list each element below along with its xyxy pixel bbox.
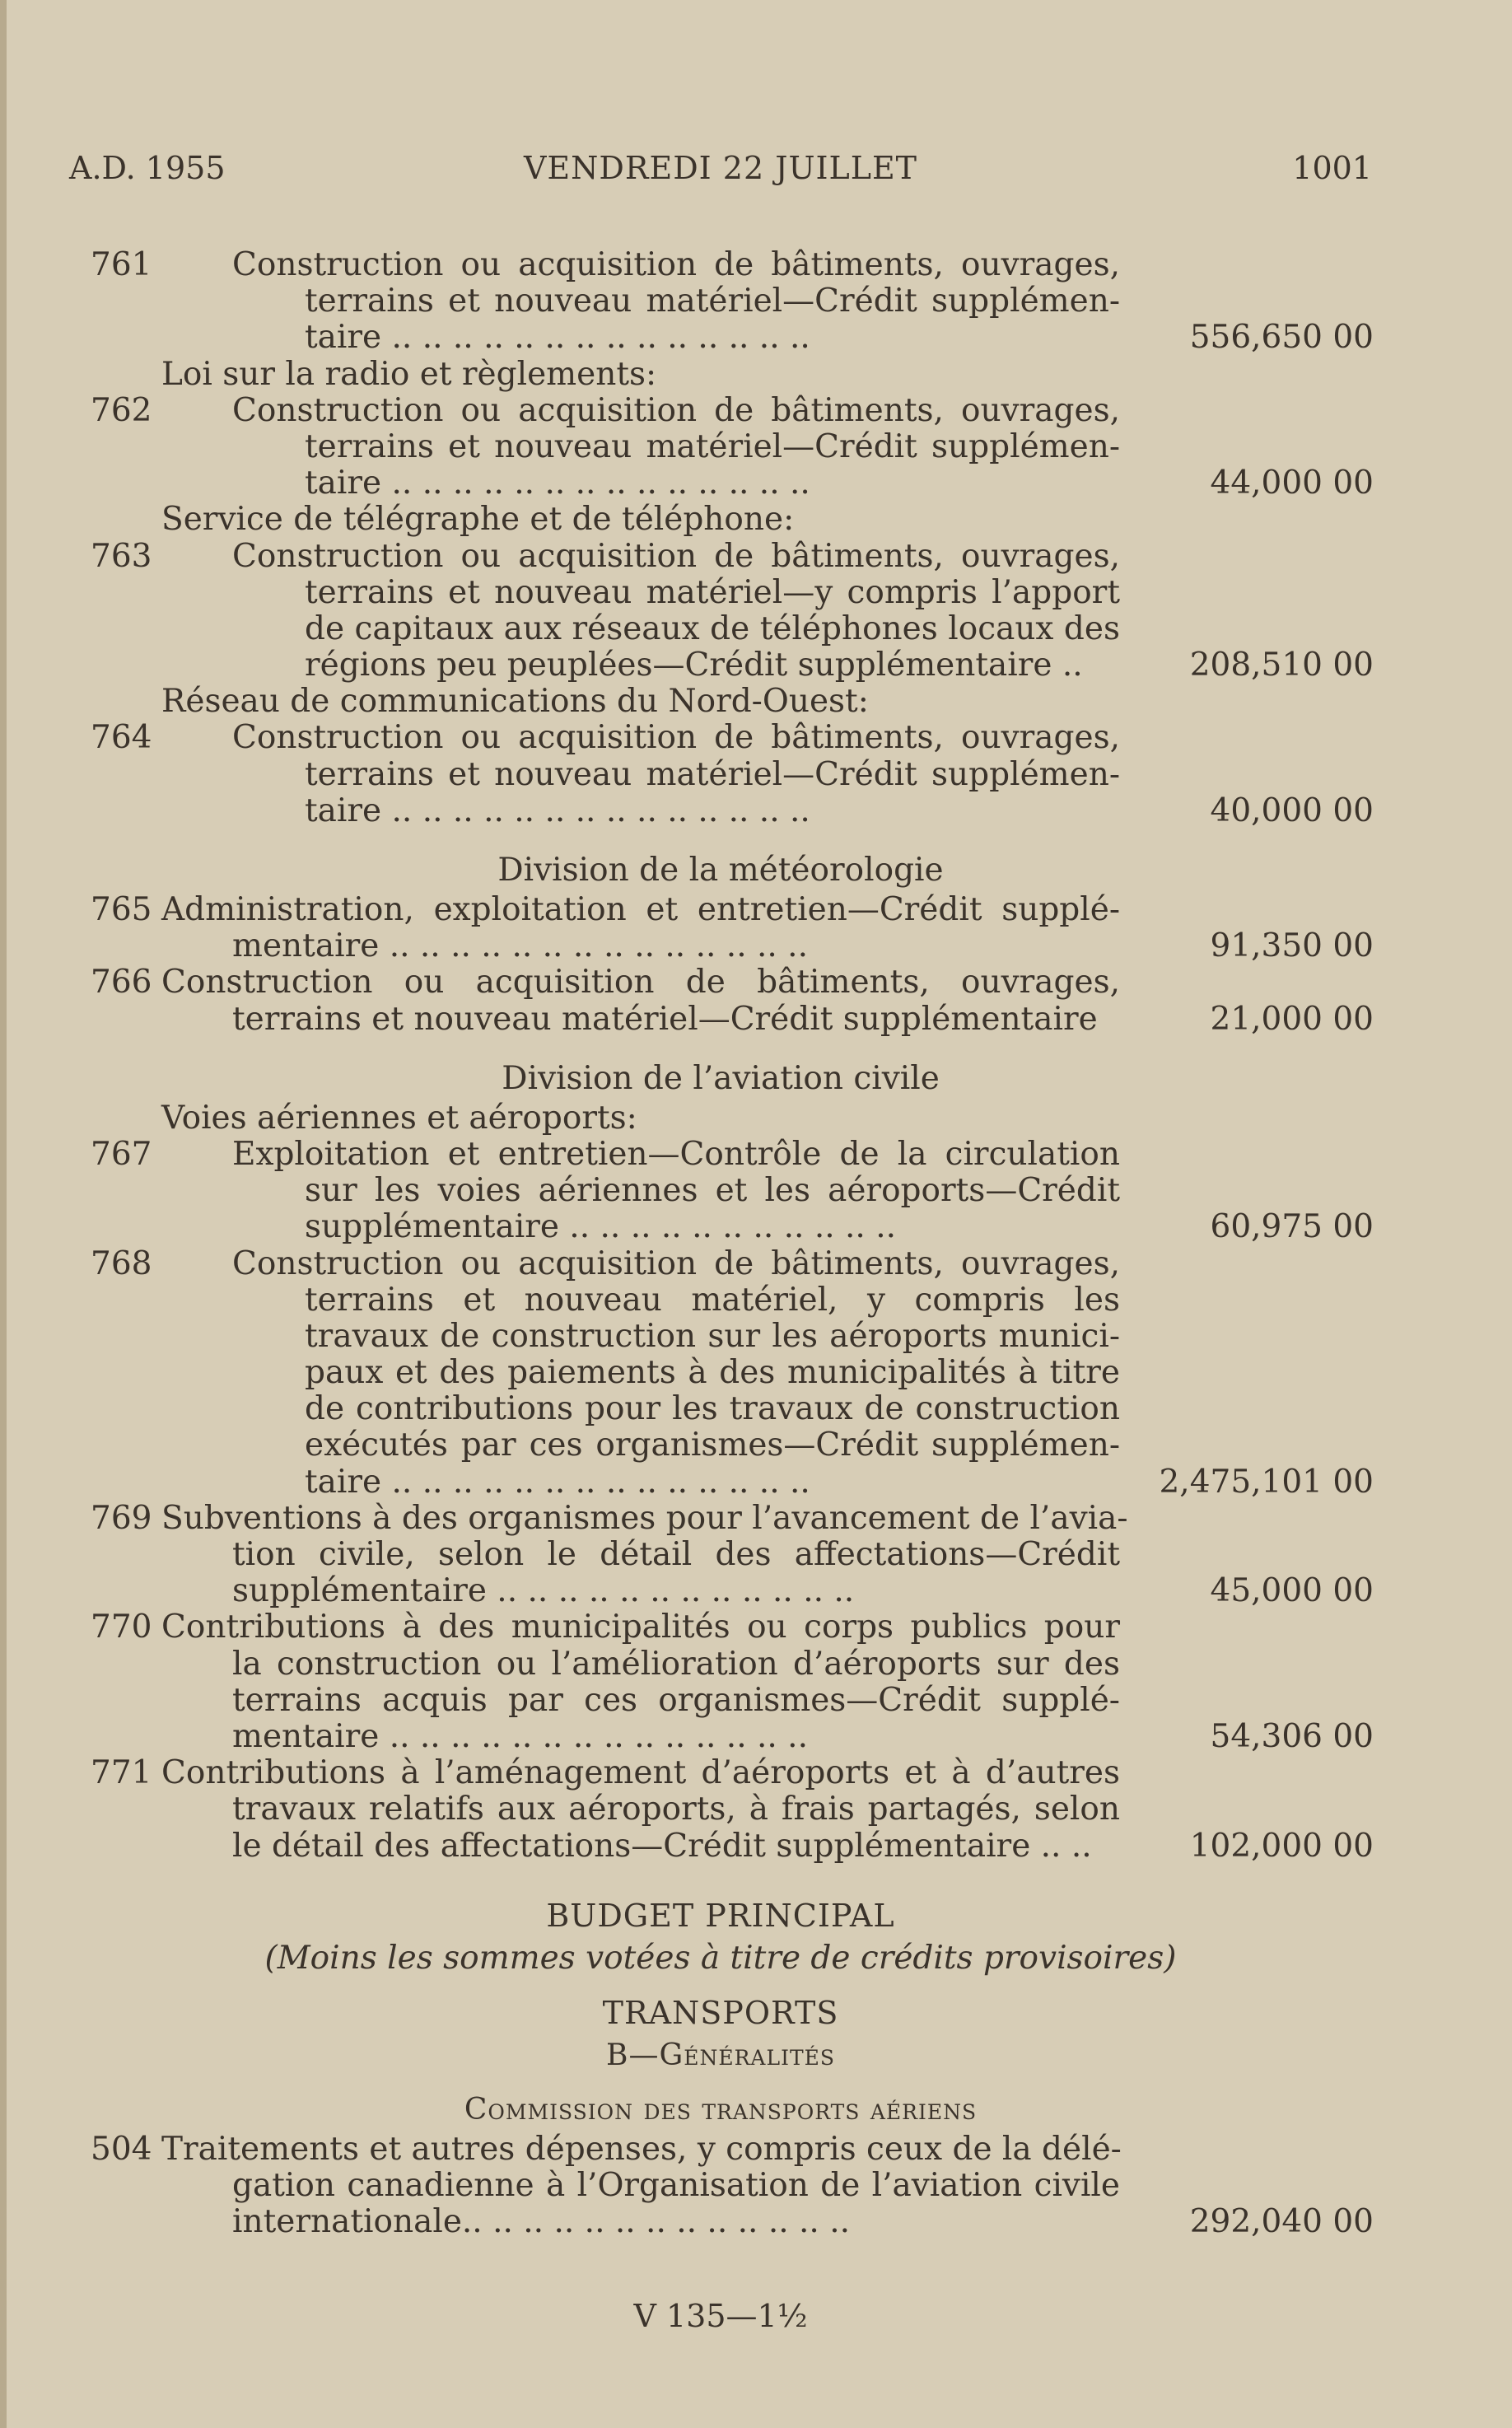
vote-text: régions peu peuplées—Crédit supplémentaire .. [305, 647, 1083, 684]
vote-line [0, 1319, 1512, 1355]
vote-text: Construction ou acquisition de bâtiments, ouvrages, [232, 391, 1120, 429]
vote-line [0, 502, 1512, 538]
vote-text: sur les voies aériennes et les aéroports—Crédit [305, 1172, 1120, 1210]
vote-text: terrains et nouveau matériel—Crédit supplémen- [305, 282, 1120, 320]
vote-text: Construction ou acquisition de bâtiments, ouvrages, [232, 719, 1120, 757]
vote-text: le détail des affectations—Crédit supplémentaire .. .. [232, 1827, 1092, 1865]
vote-text: terrains et nouveau matériel, y compris les [305, 1281, 1120, 1319]
vote-text: de contributions pour les travaux de construction [305, 1390, 1120, 1428]
header-year: A.D. 1955 [69, 150, 226, 186]
vote-number: 768 [91, 1244, 152, 1282]
vote-number: 763 [91, 537, 152, 575]
vote-amount: 292,040 00 [1189, 2203, 1374, 2241]
ministry-heading: TRANSPORTS [602, 1994, 839, 2031]
vote-amount: 40,000 00 [1210, 791, 1374, 829]
vote-amount: 44,000 00 [1210, 465, 1374, 502]
vote-number: 767 [91, 1135, 152, 1173]
vote-number: 504 [91, 2130, 152, 2168]
vote-amount: 2,475,101 00 [1159, 1463, 1374, 1501]
vote-amount: 91,350 00 [1210, 927, 1374, 965]
vote-text: taire .. .. .. .. .. .. .. .. .. .. .. .. .. .. [305, 1463, 810, 1501]
vote-text: terrains et nouveau matériel—Crédit supplémen- [305, 427, 1120, 465]
vote-line [0, 393, 1512, 429]
subsection-heading: Commission des transports aériens [464, 2092, 978, 2127]
vote-line [0, 1002, 1512, 1038]
division-heading: Division de l’aviation civile [502, 1059, 940, 1097]
vote-text: taire .. .. .. .. .. .. .. .. .. .. .. .. .. .. [305, 465, 810, 502]
vote-line [0, 1791, 1512, 1828]
vote-amount: 556,650 00 [1189, 319, 1374, 357]
vote-number: 771 [91, 1754, 152, 1792]
vote-amount: 102,000 00 [1189, 1827, 1374, 1865]
vote-line [0, 1609, 1512, 1646]
vote-text: gation canadienne à l’Organisation de l’aviation civile [232, 2166, 1120, 2204]
vote-line [0, 892, 1512, 928]
budget-title: BUDGET PRINCIPAL [546, 1897, 895, 1934]
vote-line [0, 1391, 1512, 1427]
vote-line [0, 647, 1512, 684]
vote-line [0, 1100, 1512, 1137]
vote-number: 764 [91, 719, 152, 757]
vote-text: supplémentaire .. .. .. .. .. .. .. .. .. .. .. .. [232, 1572, 855, 1610]
division-heading: Division de la météorologie [497, 852, 944, 889]
vote-text: Traitements et autres dépenses, y compris ceux de la délé- [161, 2130, 1122, 2168]
vote-line [0, 539, 1512, 575]
vote-text: Contributions à des municipalités ou corps publics pour [161, 1609, 1120, 1646]
vote-line [0, 1209, 1512, 1245]
vote-line [0, 611, 1512, 647]
vote-text: Exploitation et entretien—Contrôle de la circulation [232, 1135, 1120, 1173]
vote-line [0, 357, 1512, 393]
vote-line [0, 1246, 1512, 1282]
vote-line [0, 1137, 1512, 1173]
vote-list [0, 247, 1512, 1865]
vote-number: 766 [91, 964, 152, 1002]
vote-line [0, 720, 1512, 756]
vote-line [0, 1355, 1512, 1391]
vote-text: Construction ou acquisition de bâtiments, ouvrages, [232, 246, 1120, 283]
page-number: 1001 [1292, 150, 1372, 186]
section-heading: B—Généralités [606, 2038, 835, 2072]
vote-line [0, 2132, 1512, 2168]
vote-line [0, 964, 1512, 1001]
vote-line [0, 429, 1512, 465]
vote-text: terrains et nouveau matériel—Crédit supplémen- [305, 755, 1120, 793]
vote-text: Construction ou acquisition de bâtiments, ouvrages, [232, 1244, 1120, 1282]
vote-line [0, 1282, 1512, 1319]
vote-text: Voies aériennes et aéroports: [161, 1099, 637, 1137]
vote-text: Contributions à l’aménagement d’aéroports et à d’autres [161, 1754, 1120, 1792]
vote-line [0, 684, 1512, 720]
vote-text: internationale.. .. .. .. .. .. .. .. .. .. .. .. .. [232, 2203, 850, 2241]
vote-text: paux et des paiements à des municipalités à titre [305, 1354, 1120, 1392]
vote-text: Construction ou acquisition de bâtiments, ouvrages, [161, 964, 1120, 1002]
budget-subtitle: (Moins les sommes votées à titre de crédits provisoires) [264, 1939, 1177, 1977]
vote-line [0, 1464, 1512, 1501]
page-header [69, 150, 1372, 196]
vote-amount: 208,510 00 [1189, 647, 1374, 684]
header-title: VENDREDI 22 JUILLET [523, 150, 918, 186]
budget-vote-list [0, 2132, 1512, 2241]
vote-line [0, 1173, 1512, 1209]
vote-number: 762 [91, 391, 152, 429]
vote-line [0, 1828, 1512, 1865]
vote-line [0, 2168, 1512, 2204]
vote-text: terrains acquis par ces organismes—Crédit supplé- [232, 1681, 1120, 1719]
vote-number: 769 [91, 1499, 152, 1537]
vote-number: 761 [91, 246, 152, 283]
vote-text: terrains et nouveau matériel—Crédit supplémentaire [232, 1000, 1098, 1038]
vote-line [0, 1501, 1512, 1537]
vote-line [0, 1755, 1512, 1791]
vote-amount: 60,975 00 [1210, 1208, 1374, 1246]
vote-line [0, 1683, 1512, 1719]
vote-line [0, 1646, 1512, 1683]
vote-text: Subventions à des organismes pour l’avancement de l’avia- [161, 1499, 1128, 1537]
vote-line [0, 2204, 1512, 2240]
vote-text: supplémentaire .. .. .. .. .. .. .. .. .. .. .. [305, 1208, 897, 1246]
vote-text: Administration, exploitation et entretien—Crédit supplé- [161, 891, 1120, 928]
vote-line [0, 1537, 1512, 1573]
vote-text: travaux relatifs aux aéroports, à frais partagés, selon [232, 1791, 1120, 1828]
vote-line [0, 283, 1512, 320]
vote-line [0, 793, 1512, 829]
vote-amount: 21,000 00 [1210, 1000, 1374, 1038]
vote-line [0, 757, 1512, 793]
vote-number: 765 [91, 891, 152, 928]
vote-text: travaux de construction sur les aéroports munici- [305, 1317, 1120, 1355]
vote-line [0, 575, 1512, 611]
vote-text: de capitaux aux réseaux de téléphones locaux des [305, 609, 1120, 647]
document-body [0, 247, 1512, 2240]
vote-amount: 45,000 00 [1210, 1572, 1374, 1610]
vote-text: tion civile, selon le détail des affectations—Crédit [232, 1536, 1120, 1573]
vote-text: Construction ou acquisition de bâtiments, ouvrages, [232, 537, 1120, 575]
vote-line [0, 1573, 1512, 1609]
vote-text: terrains et nouveau matériel—y compris l’apport [305, 573, 1120, 611]
vote-text: Service de télégraphe et de téléphone: [161, 501, 795, 539]
vote-line [0, 247, 1512, 283]
vote-text: taire .. .. .. .. .. .. .. .. .. .. .. .. .. .. [305, 791, 810, 829]
vote-text: taire .. .. .. .. .. .. .. .. .. .. .. .. .. .. [305, 319, 810, 357]
vote-text: mentaire .. .. .. .. .. .. .. .. .. .. .. .. .. .. [232, 927, 808, 965]
vote-amount: 54,306 00 [1210, 1717, 1374, 1755]
vote-text: mentaire .. .. .. .. .. .. .. .. .. .. .. .. .. .. [232, 1717, 808, 1755]
vote-line [0, 928, 1512, 964]
vote-line [0, 320, 1512, 356]
vote-line [0, 465, 1512, 502]
vote-line [0, 1427, 1512, 1464]
vote-number: 770 [91, 1609, 152, 1646]
page-footer: V 135—1½ [633, 2298, 808, 2334]
vote-line [0, 1719, 1512, 1755]
vote-text: exécutés par ces organismes—Crédit supplémen- [305, 1426, 1120, 1464]
vote-text: Réseau de communications du Nord-Ouest: [161, 683, 869, 721]
vote-text: la construction ou l’amélioration d’aéroports sur des [232, 1645, 1120, 1683]
vote-text: Loi sur la radio et règlements: [161, 355, 657, 393]
